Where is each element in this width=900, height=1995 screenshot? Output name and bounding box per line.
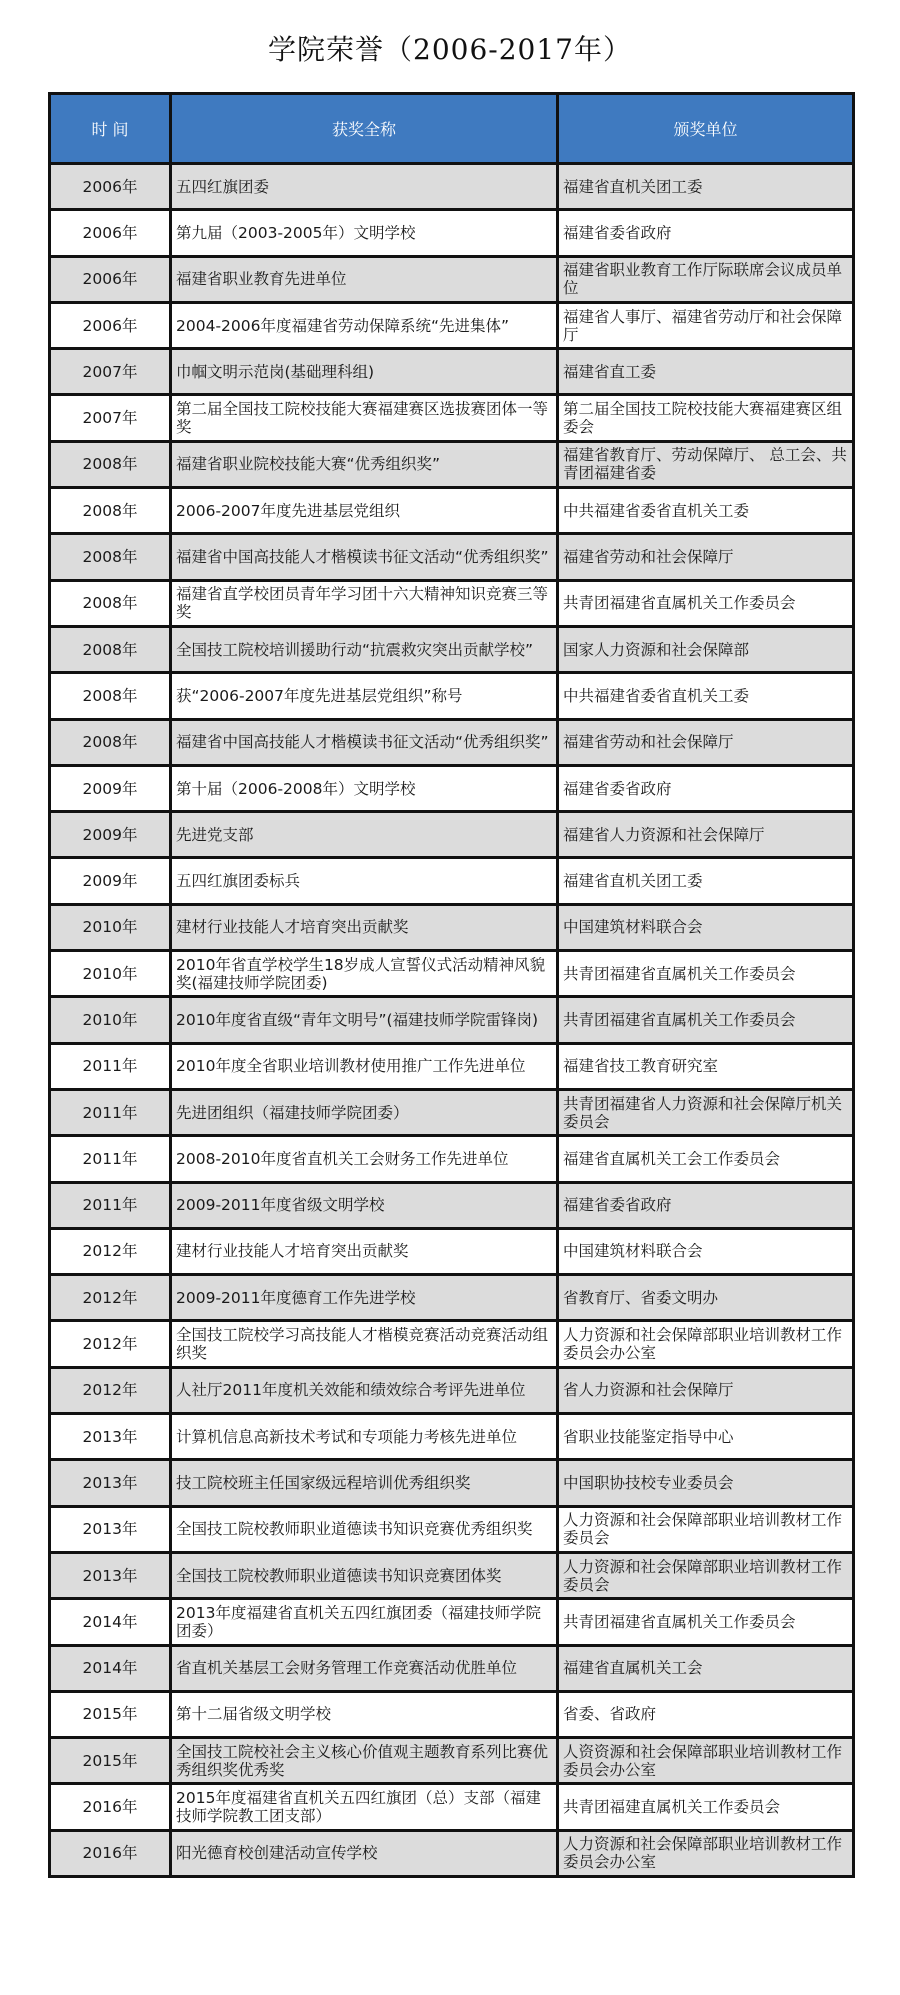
award-cell: 全国技工院校社会主义核心价值观主题教育系列比赛优秀组织奖优秀奖 [171, 1738, 558, 1784]
year-cell: 2011年 [50, 1089, 171, 1135]
award-cell: 全国技工院校培训援助行动“抗震救灾突出贡献学校” [171, 626, 558, 672]
year-cell: 2014年 [50, 1645, 171, 1691]
table-row [50, 1275, 854, 1321]
year-cell: 2008年 [50, 534, 171, 580]
award-cell: 全国技工院校教师职业道德读书知识竞赛优秀组织奖 [171, 1506, 558, 1552]
year-cell: 2010年 [50, 904, 171, 950]
year-cell: 2008年 [50, 580, 171, 626]
org-cell: 福建省教育厅、劳动保障厅、 总工会、共青团福建省委 [558, 441, 854, 487]
award-cell: 人社厅2011年度机关效能和绩效综合考评先进单位 [171, 1367, 558, 1413]
award-cell: 建材行业技能人才培育突出贡献奖 [171, 904, 558, 950]
year-cell: 2012年 [50, 1367, 171, 1413]
table-row [50, 1136, 854, 1182]
column-header-org: 颁奖单位 [558, 94, 854, 164]
table-row [50, 1367, 854, 1413]
org-cell: 中共福建省委省直机关工委 [558, 673, 854, 719]
award-cell: 福建省中国高技能人才楷模读书征文活动“优秀组织奖” [171, 534, 558, 580]
year-cell: 2009年 [50, 765, 171, 811]
year-cell: 2006年 [50, 302, 171, 348]
column-header-award: 获奖全称 [171, 94, 558, 164]
award-cell: 第十届（2006-2008年）文明学校 [171, 765, 558, 811]
org-cell: 福建省委省政府 [558, 210, 854, 256]
award-cell: 先进团组织（福建技师学院团委） [171, 1089, 558, 1135]
year-cell: 2013年 [50, 1460, 171, 1506]
year-cell: 2008年 [50, 626, 171, 672]
org-cell: 福建省委省政府 [558, 765, 854, 811]
award-cell: 第九届（2003-2005年）文明学校 [171, 210, 558, 256]
org-cell: 共青团福建省直属机关工作委员会 [558, 951, 854, 997]
table-row [50, 997, 854, 1043]
award-cell: 建材行业技能人才培育突出贡献奖 [171, 1228, 558, 1274]
award-cell: 阳光德育校创建活动宣传学校 [171, 1830, 558, 1876]
award-cell: 2010年省直学校学生18岁成人宣誓仪式活动精神风貌奖(福建技师学院团委) [171, 951, 558, 997]
year-cell: 2011年 [50, 1043, 171, 1089]
award-cell: 巾帼文明示范岗(基础理科组) [171, 349, 558, 395]
table-row [50, 1506, 854, 1552]
org-cell: 人力资源和社会保障部职业培训教材工作委员会办公室 [558, 1321, 854, 1367]
year-cell: 2011年 [50, 1136, 171, 1182]
honor-table [48, 92, 855, 1878]
award-cell: 2013年度福建省直机关五四红旗团委（福建技师学院团委） [171, 1599, 558, 1645]
award-cell: 获“2006-2007年度先进基层党组织”称号 [171, 673, 558, 719]
table-row [50, 1645, 854, 1691]
table-row [50, 1460, 854, 1506]
table-row [50, 256, 854, 302]
org-cell: 共青团福建省直属机关工作委员会 [558, 997, 854, 1043]
org-cell: 福建省直机关团工委 [558, 858, 854, 904]
org-cell: 中共福建省委省直机关工委 [558, 488, 854, 534]
org-cell: 人资资源和社会保障部职业培训教材工作委员会办公室 [558, 1738, 854, 1784]
year-cell: 2006年 [50, 210, 171, 256]
award-cell: 2009-2011年度德育工作先进学校 [171, 1275, 558, 1321]
page-title: 学院荣誉（2006-2017年） [268, 33, 632, 66]
table-row [50, 534, 854, 580]
table-row [50, 904, 854, 950]
org-cell: 省职业技能鉴定指导中心 [558, 1414, 854, 1460]
year-cell: 2009年 [50, 812, 171, 858]
award-cell: 全国技工院校学习高技能人才楷模竞赛活动竞赛活动组织奖 [171, 1321, 558, 1367]
year-cell: 2006年 [50, 164, 171, 210]
org-cell: 福建省委省政府 [558, 1182, 854, 1228]
org-cell: 第二届全国技工院校技能大赛福建赛区组委会 [558, 395, 854, 441]
org-cell: 福建省劳动和社会保障厅 [558, 534, 854, 580]
award-cell: 五四红旗团委 [171, 164, 558, 210]
table-row [50, 441, 854, 487]
table-row [50, 488, 854, 534]
award-cell: 第十二届省级文明学校 [171, 1691, 558, 1737]
table-row [50, 1321, 854, 1367]
table-row [50, 210, 854, 256]
year-cell: 2009年 [50, 858, 171, 904]
org-cell: 人力资源和社会保障部职业培训教材工作委员会 [558, 1552, 854, 1598]
org-cell: 中国职协技校专业委员会 [558, 1460, 854, 1506]
year-cell: 2006年 [50, 256, 171, 302]
award-cell: 2010年度全省职业培训教材使用推广工作先进单位 [171, 1043, 558, 1089]
org-cell: 福建省直工委 [558, 349, 854, 395]
year-cell: 2011年 [50, 1182, 171, 1228]
award-cell: 第二届全国技工院校技能大赛福建赛区选拔赛团体一等奖 [171, 395, 558, 441]
year-cell: 2008年 [50, 673, 171, 719]
table-row [50, 951, 854, 997]
org-cell: 省人力资源和社会保障厅 [558, 1367, 854, 1413]
table-row [50, 1784, 854, 1830]
year-cell: 2010年 [50, 951, 171, 997]
table-row [50, 673, 854, 719]
year-cell: 2010年 [50, 997, 171, 1043]
year-cell: 2008年 [50, 441, 171, 487]
table-row [50, 349, 854, 395]
award-cell: 2004-2006年度福建省劳动保障系统“先进集体” [171, 302, 558, 348]
table-row [50, 1414, 854, 1460]
year-cell: 2012年 [50, 1275, 171, 1321]
org-cell: 省委、省政府 [558, 1691, 854, 1737]
table-row [50, 1043, 854, 1089]
table-row [50, 858, 854, 904]
table-row [50, 1738, 854, 1784]
table-row [50, 302, 854, 348]
year-cell: 2014年 [50, 1599, 171, 1645]
org-cell: 共青团福建省直属机关工作委员会 [558, 580, 854, 626]
table-row [50, 164, 854, 210]
award-cell: 五四红旗团委标兵 [171, 858, 558, 904]
org-cell: 人力资源和社会保障部职业培训教材工作委员会 [558, 1506, 854, 1552]
table-header-row [50, 94, 854, 164]
org-cell: 福建省直属机关工会工作委员会 [558, 1136, 854, 1182]
org-cell: 福建省职业教育工作厅际联席会议成员单位 [558, 256, 854, 302]
org-cell: 中国建筑材料联合会 [558, 1228, 854, 1274]
table-row [50, 580, 854, 626]
award-cell: 2015年度福建省直机关五四红旗团（总）支部（福建技师学院教工团支部） [171, 1784, 558, 1830]
org-cell: 人力资源和社会保障部职业培训教材工作委员会办公室 [558, 1830, 854, 1876]
table-row [50, 1691, 854, 1737]
year-cell: 2016年 [50, 1784, 171, 1830]
year-cell: 2015年 [50, 1738, 171, 1784]
award-cell: 2010年度省直级“青年文明号”(福建技师学院雷锋岗) [171, 997, 558, 1043]
award-cell: 福建省职业教育先进单位 [171, 256, 558, 302]
year-cell: 2008年 [50, 488, 171, 534]
year-cell: 2012年 [50, 1321, 171, 1367]
table-row [50, 1228, 854, 1274]
column-header-year: 时 间 [50, 94, 171, 164]
org-cell: 福建省人力资源和社会保障厅 [558, 812, 854, 858]
org-cell: 国家人力资源和社会保障部 [558, 626, 854, 672]
org-cell: 福建省劳动和社会保障厅 [558, 719, 854, 765]
table-row [50, 719, 854, 765]
org-cell: 中国建筑材料联合会 [558, 904, 854, 950]
year-cell: 2012年 [50, 1228, 171, 1274]
award-cell: 计算机信息高新技术考试和专项能力考核先进单位 [171, 1414, 558, 1460]
org-cell: 共青团福建省直属机关工作委员会 [558, 1599, 854, 1645]
table-row [50, 1830, 854, 1876]
org-cell: 福建省直机关团工委 [558, 164, 854, 210]
award-cell: 2008-2010年度省直机关工会财务工作先进单位 [171, 1136, 558, 1182]
year-cell: 2016年 [50, 1830, 171, 1876]
org-cell: 共青团福建直属机关工作委员会 [558, 1784, 854, 1830]
org-cell: 福建省人事厅、福建省劳动厅和社会保障厅 [558, 302, 854, 348]
award-cell: 省直机关基层工会财务管理工作竞赛活动优胜单位 [171, 1645, 558, 1691]
award-cell: 2006-2007年度先进基层党组织 [171, 488, 558, 534]
table-row [50, 765, 854, 811]
award-cell: 全国技工院校教师职业道德读书知识竞赛团体奖 [171, 1552, 558, 1598]
table-row [50, 812, 854, 858]
table-row [50, 1552, 854, 1598]
year-cell: 2013年 [50, 1506, 171, 1552]
year-cell: 2008年 [50, 719, 171, 765]
year-cell: 2007年 [50, 349, 171, 395]
org-cell: 福建省直属机关工会 [558, 1645, 854, 1691]
table-row [50, 626, 854, 672]
year-cell: 2015年 [50, 1691, 171, 1737]
year-cell: 2013年 [50, 1414, 171, 1460]
table-row [50, 395, 854, 441]
award-cell: 福建省直学校团员青年学习团十六大精神知识竞赛三等奖 [171, 580, 558, 626]
award-cell: 福建省职业院校技能大赛“优秀组织奖” [171, 441, 558, 487]
year-cell: 2013年 [50, 1552, 171, 1598]
org-cell: 省教育厅、省委文明办 [558, 1275, 854, 1321]
table-body [50, 164, 854, 1877]
org-cell: 福建省技工教育研究室 [558, 1043, 854, 1089]
year-cell: 2007年 [50, 395, 171, 441]
award-cell: 2009-2011年度省级文明学校 [171, 1182, 558, 1228]
org-cell: 共青团福建省人力资源和社会保障厅机关委员会 [558, 1089, 854, 1135]
award-cell: 福建省中国高技能人才楷模读书征文活动“优秀组织奖” [171, 719, 558, 765]
table-row [50, 1182, 854, 1228]
table-row [50, 1599, 854, 1645]
table-row [50, 1089, 854, 1135]
award-cell: 技工院校班主任国家级远程培训优秀组织奖 [171, 1460, 558, 1506]
award-cell: 先进党支部 [171, 812, 558, 858]
